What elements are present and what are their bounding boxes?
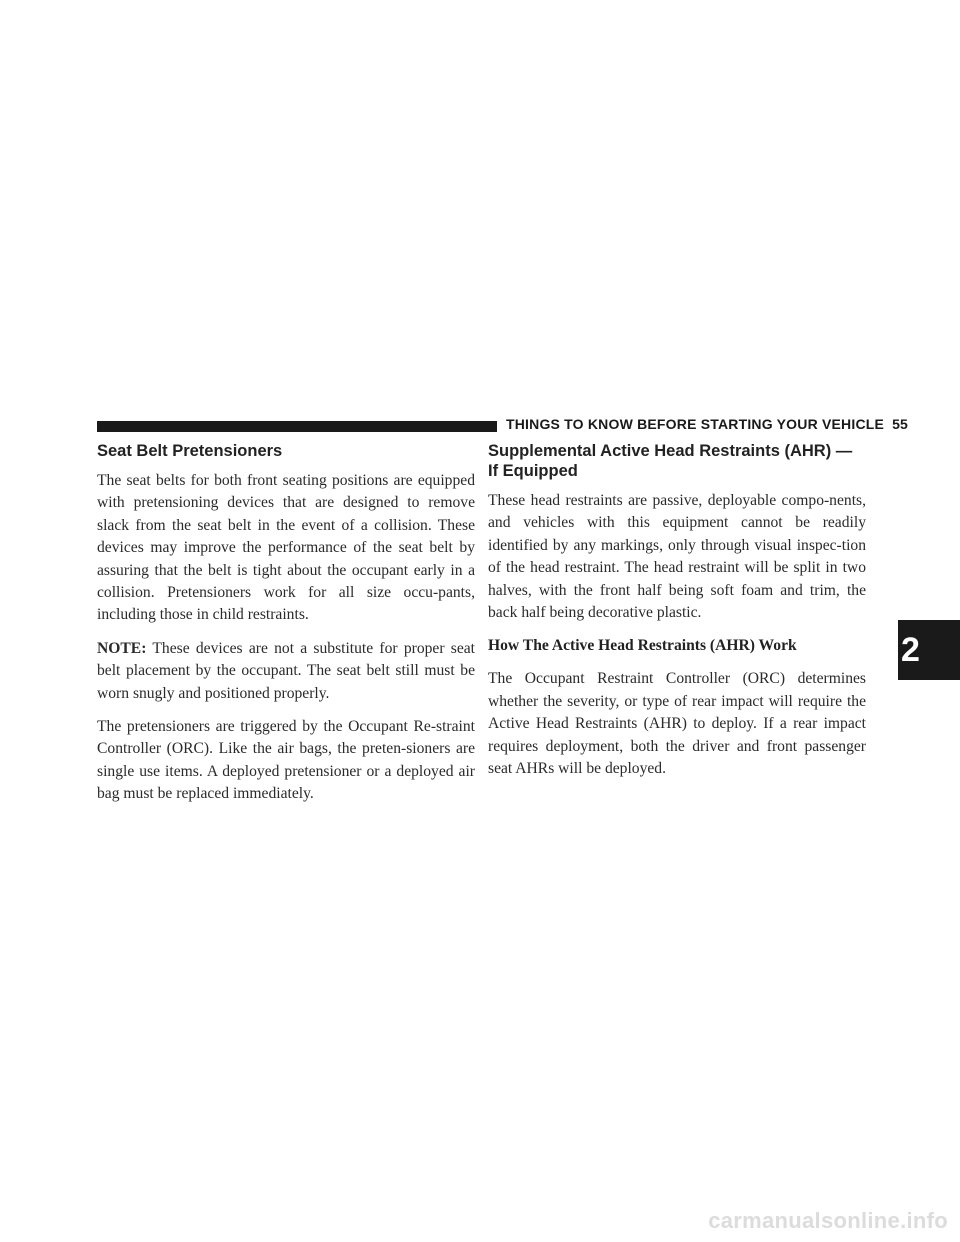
- section-title: THINGS TO KNOW BEFORE STARTING YOUR VEHICLE: [506, 416, 885, 432]
- ahr-description-paragraph: These head restraints are passive, deployable compo-nents, and vehicles with this equipment cannot be readily identified by any markings, only through visual inspec-tion of the head restraint. The head restraint will be split in two halves, with the front half being soft foam and trim, the back half being decorative plastic.: [488, 492, 866, 622]
- chapter-tab: 2: [898, 620, 960, 680]
- note-text: These devices are not a substitute for proper seat belt placement by the occupant. The seat belt still must be worn snugly and positioned properly.: [97, 639, 475, 702]
- ahr-heading: Supplemental Active Head Restraints (AHR) — If Equipped: [488, 442, 853, 480]
- ahr-how-it-works-subheading: How The Active Head Restraints (AHR) Work: [488, 637, 797, 655]
- running-header: [506, 416, 908, 432]
- right-column: [488, 441, 866, 791]
- seat-belt-pretensioners-heading: Seat Belt Pretensioners: [97, 442, 283, 460]
- page-number: 55: [892, 416, 909, 432]
- ahr-deployment-paragraph: The Occupant Restraint Controller (ORC) determines whether the severity, or type of rear impact will require the Active Head Restraints (AHR) to deploy. If a rear impact requires deployment, both the driver and front passenger seat AHRs will be deployed.: [488, 670, 866, 778]
- header-rule: [97, 421, 497, 432]
- note-label: NOTE:: [97, 639, 147, 657]
- pretensioners-intro-paragraph: The seat belts for both front seating positions are equipped with pretensioning devices that are designed to remove slack from the seat belt in the event of a collision. These devices may improve the performance of the seat belt by assuring that the belt is tight about the occupant early in a collision. Pretensioners work for all size occu-pants, including those in child restraints.: [97, 472, 475, 624]
- note-paragraph: [97, 638, 475, 705]
- pretensioners-trigger-paragraph: The pretensioners are triggered by the Occupant Re-straint Controller (ORC). Like the air bags, the preten-sioners are single use items. A deployed pretensioner or a deployed air bag must be replaced immediately.: [97, 718, 475, 803]
- left-column: [97, 441, 475, 817]
- watermark: carmanualsonline.info: [708, 1208, 948, 1233]
